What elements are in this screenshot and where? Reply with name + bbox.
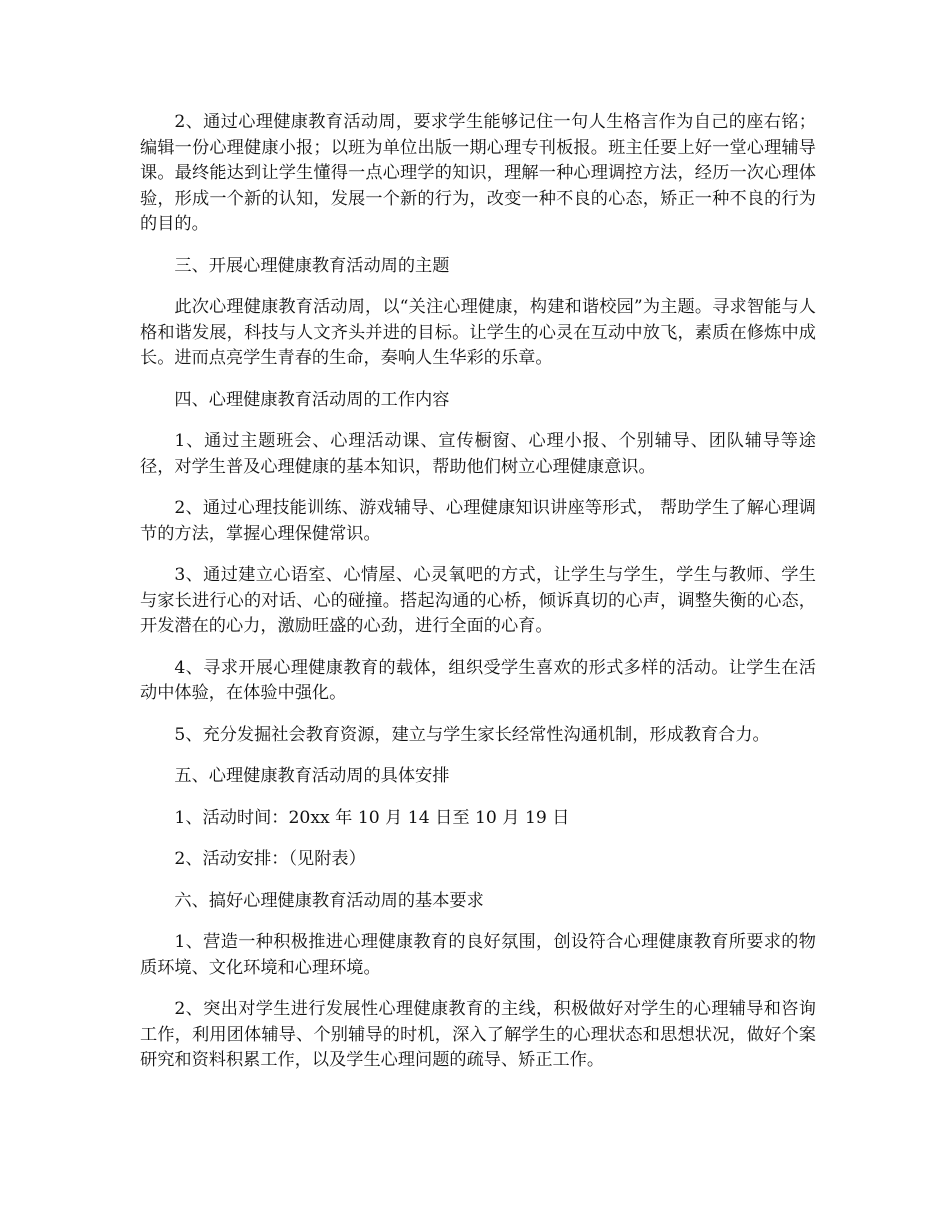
schedule-time: 1、活动时间：20xx 年 10 月 14 日至 10 月 19 日 (174, 807, 570, 828)
paragraph-work-2: 2、通过心理技能训练、游戏辅导、心理健康知识讲座等形式， 帮助学生了解心理调节的方法，掌握心理保健常识。 (140, 498, 816, 544)
document-page (140, 110, 816, 1090)
section-heading-5: 五、心理健康教育活动周的具体安排 (174, 766, 450, 786)
paragraph-work-1: 1、通过主题班会、心理活动课、宣传橱窗、心理小报、个别辅导、团队辅导等途径，对学生普及心理健康的基本知识，帮助他们树立心理健康意识。 (140, 431, 816, 477)
paragraph-work-5: 5、充分发掘社会教育资源，建立与学生家长经常性沟通机制，形成教育合力。 (174, 724, 770, 745)
schedule-arrangement: 2、活动安排：（见附表） (174, 849, 366, 869)
paragraph-goal-2: 2、通过心理健康教育活动周，要求学生能够记住一句人生格言作为自己的座右铭；编辑一份心理健康小报；以班为单位出版一期心理专刊板报。班主任要上好一堂心理辅导课。最终能达到让学生懂得一点心理学的知识，理解一种心理调控方法，经历一次心理体验，形成一个新的认知，发展一个新的行为，改变一种不良的心态，矫正一种不良的行为的目的。 (140, 112, 816, 234)
section-heading-3: 三、开展心理健康教育活动周的主题 (174, 255, 450, 276)
section-heading-4: 四、心理健康教育活动周的工作内容 (174, 389, 450, 410)
paragraph-requirement-2: 2、突出对学生进行发展性心理健康教育的主线，积极做好对学生的心理辅导和咨询工作，利用团体辅导、个别辅导的时机，深入了解学生的心理状态和思想状况，做好个案研究和资料积累工作，以及学生心理问题的疏导、矫正工作。 (140, 999, 816, 1070)
paragraph-theme: 此次心理健康教育活动周，以“关注心理健康，构建和谐校园”为主题。寻求智能与人格和谐发展，科技与人文齐头并进的目标。让学生的心灵在互动中放飞，素质在修炼中成长。进而点亮学生青春的生命，奏响人生华彩的乐章。 (140, 297, 816, 368)
section-heading-6: 六、搞好心理健康教育活动周的基本要求 (174, 890, 484, 911)
paragraph-work-4: 4、寻求开展心理健康教育的载体，组织受学生喜欢的形式多样的活动。让学生在活动中体验，在体验中强化。 (140, 657, 816, 703)
paragraph-work-3: 3、通过建立心语室、心情屋、心灵氧吧的方式，让学生与学生，学生与教师、学生与家长进行心的对话、心的碰撞。搭起沟通的心桥，倾诉真切的心声，调整失衡的心态，开发潜在的心力，激励旺盛的心劲，进行全面的心育。 (140, 565, 816, 636)
paragraph-requirement-1: 1、营造一种积极推进心理健康教育的良好氛围，创设符合心理健康教育所要求的物质环境、文化环境和心理环境。 (140, 932, 816, 978)
